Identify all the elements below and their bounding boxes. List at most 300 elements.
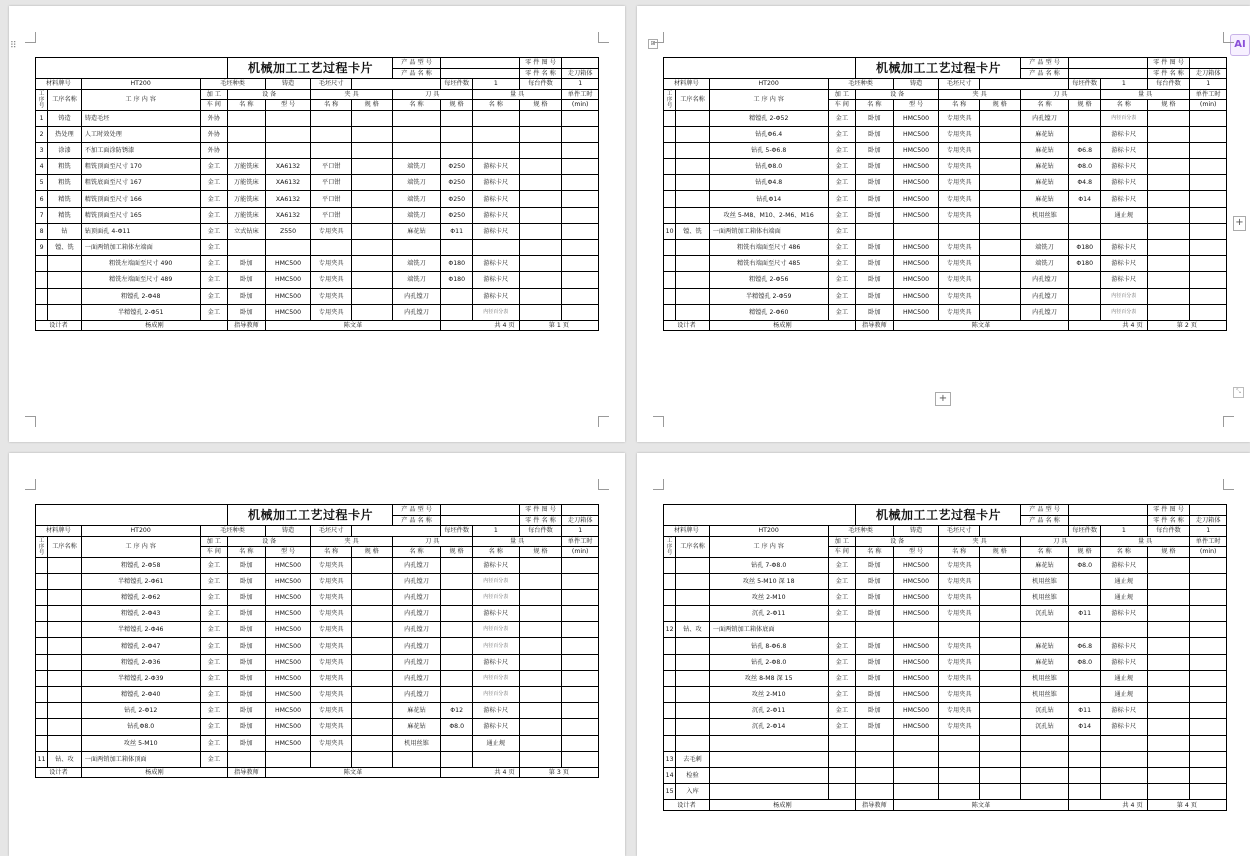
op-content-cell[interactable]: 钻孔 8-Φ6.8: [709, 638, 828, 654]
workshop-cell[interactable]: 金工: [200, 256, 227, 272]
op-content-cell[interactable]: 半精镗孔 2-Φ46: [81, 622, 200, 638]
blank-count-value[interactable]: 1: [472, 526, 519, 537]
gauge-spec-cell[interactable]: [1147, 735, 1190, 751]
per-unit-value[interactable]: 1: [562, 79, 599, 90]
workshop-cell[interactable]: 金工: [200, 304, 227, 320]
equipment-type-cell[interactable]: [893, 223, 939, 239]
tool-spec-cell[interactable]: [441, 606, 473, 622]
gauge-spec-cell[interactable]: [1147, 606, 1190, 622]
gauge-name-cell[interactable]: 游标卡尺: [472, 606, 519, 622]
fixture-name-cell[interactable]: [311, 751, 352, 767]
equipment-name-cell[interactable]: 卧加: [228, 557, 266, 573]
op-content-cell[interactable]: [709, 767, 828, 783]
fixture-spec-cell[interactable]: [980, 288, 1021, 304]
gauge-spec-cell[interactable]: [519, 622, 562, 638]
fixture-name-cell[interactable]: 专用夹具: [311, 256, 352, 272]
tool-name-cell[interactable]: 沉孔钻: [1020, 606, 1069, 622]
tool-spec-cell[interactable]: [1069, 687, 1101, 703]
gauge-name-cell[interactable]: 游标卡尺: [1100, 126, 1147, 142]
op-name-cell[interactable]: [48, 687, 82, 703]
op-name-cell[interactable]: [676, 142, 710, 158]
op-no-cell[interactable]: [36, 654, 48, 670]
equipment-type-cell[interactable]: Z550: [265, 223, 311, 239]
gauge-spec-cell[interactable]: [1147, 110, 1190, 126]
gauge-name-cell[interactable]: 游标卡尺: [472, 191, 519, 207]
fixture-name-cell[interactable]: 专用夹具: [311, 272, 352, 288]
equipment-type-cell[interactable]: HMC500: [265, 670, 311, 686]
op-content-cell[interactable]: [709, 735, 828, 751]
equipment-type-cell[interactable]: HMC500: [265, 557, 311, 573]
op-name-cell[interactable]: [676, 191, 710, 207]
op-no-cell[interactable]: [664, 272, 676, 288]
op-content-cell[interactable]: 一面两销加工箱体左端面: [81, 240, 200, 256]
tool-spec-cell[interactable]: Φ180: [1069, 240, 1101, 256]
op-name-cell[interactable]: [676, 719, 710, 735]
fixture-name-cell[interactable]: [311, 126, 352, 142]
gauge-name-cell[interactable]: 游标卡尺: [1100, 159, 1147, 175]
fixture-name-cell[interactable]: 专用夹具: [311, 735, 352, 751]
fixture-name-cell[interactable]: 专用夹具: [311, 304, 352, 320]
tool-name-cell[interactable]: [1020, 735, 1069, 751]
equipment-name-cell[interactable]: [228, 751, 266, 767]
fixture-name-cell[interactable]: 专用夹具: [939, 175, 980, 191]
blank-size-value[interactable]: [352, 79, 441, 90]
material-value[interactable]: HT200: [709, 79, 828, 90]
time-cell[interactable]: [562, 223, 599, 239]
fixture-spec-cell[interactable]: [352, 159, 393, 175]
time-cell[interactable]: [1190, 573, 1227, 589]
fixture-name-cell[interactable]: 专用夹具: [939, 272, 980, 288]
op-no-cell[interactable]: [36, 670, 48, 686]
gauge-spec-cell[interactable]: [519, 110, 562, 126]
fixture-spec-cell[interactable]: [352, 606, 393, 622]
equipment-name-cell[interactable]: 卧加: [228, 687, 266, 703]
gauge-name-cell[interactable]: [1100, 767, 1147, 783]
gauge-spec-cell[interactable]: [1147, 622, 1190, 638]
equipment-name-cell[interactable]: 卧加: [228, 654, 266, 670]
op-no-cell[interactable]: [664, 719, 676, 735]
equipment-type-cell[interactable]: HMC500: [265, 687, 311, 703]
time-cell[interactable]: [562, 159, 599, 175]
op-name-cell[interactable]: 检验: [676, 767, 710, 783]
fixture-spec-cell[interactable]: [980, 126, 1021, 142]
fixture-name-cell[interactable]: 专用夹具: [939, 557, 980, 573]
tool-spec-cell[interactable]: [1069, 304, 1101, 320]
tool-name-cell[interactable]: [1020, 622, 1069, 638]
equipment-name-cell[interactable]: 卧加: [856, 256, 894, 272]
tool-name-cell[interactable]: [392, 751, 441, 767]
tool-spec-cell[interactable]: Φ180: [1069, 256, 1101, 272]
equipment-name-cell[interactable]: 卧加: [228, 573, 266, 589]
op-content-cell[interactable]: 攻丝 5-M10: [81, 735, 200, 751]
op-name-cell[interactable]: 入库: [676, 784, 710, 800]
op-no-cell[interactable]: [664, 126, 676, 142]
equipment-type-cell[interactable]: HMC500: [265, 304, 311, 320]
gauge-name-cell[interactable]: [472, 126, 519, 142]
equipment-type-cell[interactable]: HMC500: [893, 110, 939, 126]
op-name-cell[interactable]: [676, 606, 710, 622]
tool-spec-cell[interactable]: [441, 654, 473, 670]
gauge-name-cell[interactable]: 内径百分表: [472, 304, 519, 320]
equipment-name-cell[interactable]: 卧加: [856, 638, 894, 654]
fixture-name-cell[interactable]: 专用夹具: [939, 606, 980, 622]
op-no-cell[interactable]: 1: [36, 110, 48, 126]
tool-name-cell[interactable]: 内孔镗刀: [392, 622, 441, 638]
op-no-cell[interactable]: [36, 304, 48, 320]
op-name-cell[interactable]: [48, 589, 82, 605]
equipment-name-cell[interactable]: 卧加: [856, 126, 894, 142]
fixture-name-cell[interactable]: 专用夹具: [939, 110, 980, 126]
gauge-name-cell[interactable]: 通止规: [1100, 207, 1147, 223]
tool-spec-cell[interactable]: [441, 573, 473, 589]
blank-type-value[interactable]: 铸造: [893, 79, 939, 90]
gauge-name-cell[interactable]: 通止规: [1100, 670, 1147, 686]
fixture-spec-cell[interactable]: [980, 719, 1021, 735]
tool-spec-cell[interactable]: Φ14: [1069, 191, 1101, 207]
gauge-name-cell[interactable]: 内径百分表: [472, 573, 519, 589]
fixture-spec-cell[interactable]: [352, 719, 393, 735]
op-no-cell[interactable]: [664, 240, 676, 256]
op-content-cell[interactable]: 粗镗孔 2-Φ48: [81, 288, 200, 304]
tool-spec-cell[interactable]: [1069, 223, 1101, 239]
part-name-value[interactable]: 走刀箱体: [1190, 515, 1227, 526]
tool-name-cell[interactable]: 内孔镗刀: [392, 589, 441, 605]
fixture-name-cell[interactable]: 专用夹具: [939, 207, 980, 223]
tool-name-cell[interactable]: 麻花钻: [1020, 557, 1069, 573]
product-name-value[interactable]: [1069, 68, 1147, 79]
add-column-button[interactable]: +: [1233, 216, 1246, 231]
fixture-name-cell[interactable]: 专用夹具: [311, 638, 352, 654]
op-content-cell[interactable]: 精铣右端面至尺寸 485: [709, 256, 828, 272]
fixture-spec-cell[interactable]: [352, 110, 393, 126]
gauge-spec-cell[interactable]: [519, 687, 562, 703]
workshop-cell[interactable]: 金工: [200, 622, 227, 638]
op-name-cell[interactable]: [48, 638, 82, 654]
time-cell[interactable]: [562, 622, 599, 638]
workshop-cell[interactable]: 金工: [828, 606, 855, 622]
op-no-cell[interactable]: [664, 207, 676, 223]
equipment-name-cell[interactable]: 卧加: [856, 142, 894, 158]
gauge-spec-cell[interactable]: [519, 159, 562, 175]
equipment-type-cell[interactable]: HMC500: [265, 735, 311, 751]
fixture-spec-cell[interactable]: [980, 751, 1021, 767]
workshop-cell[interactable]: 外协: [200, 142, 227, 158]
workshop-cell[interactable]: 金工: [828, 126, 855, 142]
gauge-spec-cell[interactable]: [519, 606, 562, 622]
equipment-name-cell[interactable]: 立式钻床: [228, 223, 266, 239]
part-name-value[interactable]: 走刀箱体: [562, 515, 599, 526]
op-content-cell[interactable]: 攻丝 5-M10 深 18: [709, 573, 828, 589]
gauge-spec-cell[interactable]: [519, 126, 562, 142]
workshop-cell[interactable]: 金工: [828, 670, 855, 686]
fixture-spec-cell[interactable]: [980, 256, 1021, 272]
fixture-spec-cell[interactable]: [352, 223, 393, 239]
equipment-type-cell[interactable]: HMC500: [893, 256, 939, 272]
op-content-cell[interactable]: 精镗孔 2-Φ60: [709, 304, 828, 320]
fixture-name-cell[interactable]: 专用夹具: [939, 703, 980, 719]
op-no-cell[interactable]: 13: [664, 751, 676, 767]
workshop-cell[interactable]: 金工: [200, 687, 227, 703]
gauge-spec-cell[interactable]: [1147, 719, 1190, 735]
op-content-cell[interactable]: 沉孔 2-Φ11: [709, 703, 828, 719]
tool-name-cell[interactable]: 麻花钻: [1020, 175, 1069, 191]
equipment-type-cell[interactable]: HMC500: [893, 191, 939, 207]
tool-spec-cell[interactable]: [1069, 573, 1101, 589]
fixture-name-cell[interactable]: 专用夹具: [939, 159, 980, 175]
gauge-name-cell[interactable]: 内径百分表: [1100, 288, 1147, 304]
op-no-cell[interactable]: [36, 687, 48, 703]
workshop-cell[interactable]: [828, 784, 855, 800]
equipment-name-cell[interactable]: 卧加: [856, 654, 894, 670]
tool-name-cell[interactable]: 内孔镗刀: [392, 304, 441, 320]
gauge-spec-cell[interactable]: [1147, 557, 1190, 573]
time-cell[interactable]: [562, 638, 599, 654]
op-name-cell[interactable]: 热处理: [48, 126, 82, 142]
fixture-spec-cell[interactable]: [352, 240, 393, 256]
tool-spec-cell[interactable]: Φ6.8: [1069, 638, 1101, 654]
product-model-value[interactable]: [1069, 58, 1147, 69]
fixture-name-cell[interactable]: 专用夹具: [311, 622, 352, 638]
gauge-name-cell[interactable]: 游标卡尺: [1100, 175, 1147, 191]
fixture-spec-cell[interactable]: [352, 638, 393, 654]
workshop-cell[interactable]: 金工: [828, 288, 855, 304]
gauge-name-cell[interactable]: 游标卡尺: [472, 654, 519, 670]
workshop-cell[interactable]: 金工: [200, 735, 227, 751]
workshop-cell[interactable]: 金工: [828, 304, 855, 320]
gauge-spec-cell[interactable]: [1147, 142, 1190, 158]
gauge-spec-cell[interactable]: [1147, 703, 1190, 719]
equipment-type-cell[interactable]: HMC500: [893, 687, 939, 703]
fixture-name-cell[interactable]: 专用夹具: [311, 606, 352, 622]
workshop-cell[interactable]: 金工: [200, 638, 227, 654]
workshop-cell[interactable]: 金工: [200, 223, 227, 239]
workshop-cell[interactable]: 外协: [200, 110, 227, 126]
op-no-cell[interactable]: 9: [36, 240, 48, 256]
workshop-cell[interactable]: 金工: [828, 110, 855, 126]
tool-spec-cell[interactable]: [441, 110, 473, 126]
equipment-type-cell[interactable]: HMC500: [893, 573, 939, 589]
tool-name-cell[interactable]: [392, 240, 441, 256]
equipment-name-cell[interactable]: 卧加: [856, 606, 894, 622]
op-content-cell[interactable]: [709, 784, 828, 800]
gauge-name-cell[interactable]: 游标卡尺: [472, 256, 519, 272]
blank-count-value[interactable]: 1: [1100, 79, 1147, 90]
gauge-name-cell[interactable]: [1100, 784, 1147, 800]
gauge-name-cell[interactable]: 游标卡尺: [1100, 191, 1147, 207]
equipment-type-cell[interactable]: HMC500: [893, 557, 939, 573]
fixture-name-cell[interactable]: 专用夹具: [311, 288, 352, 304]
op-content-cell[interactable]: 半精镗孔 2-Φ61: [81, 573, 200, 589]
workshop-cell[interactable]: 金工: [200, 207, 227, 223]
fixture-name-cell[interactable]: 专用夹具: [311, 719, 352, 735]
op-name-cell[interactable]: [48, 256, 82, 272]
gauge-name-cell[interactable]: [472, 142, 519, 158]
op-name-cell[interactable]: [676, 638, 710, 654]
time-cell[interactable]: [1190, 272, 1227, 288]
tool-name-cell[interactable]: 内孔镗刀: [1020, 288, 1069, 304]
gauge-name-cell[interactable]: 游标卡尺: [1100, 557, 1147, 573]
time-cell[interactable]: [1190, 142, 1227, 158]
fixture-name-cell[interactable]: [311, 110, 352, 126]
gauge-spec-cell[interactable]: [519, 589, 562, 605]
op-name-cell[interactable]: 精铣: [48, 191, 82, 207]
op-no-cell[interactable]: [36, 735, 48, 751]
op-no-cell[interactable]: [36, 573, 48, 589]
fixture-name-cell[interactable]: 专用夹具: [311, 703, 352, 719]
op-no-cell[interactable]: [36, 589, 48, 605]
tool-name-cell[interactable]: 麻花钻: [1020, 159, 1069, 175]
equipment-type-cell[interactable]: [893, 735, 939, 751]
equipment-name-cell[interactable]: 卧加: [228, 288, 266, 304]
tool-spec-cell[interactable]: [1069, 751, 1101, 767]
time-cell[interactable]: [562, 304, 599, 320]
workshop-cell[interactable]: 金工: [828, 687, 855, 703]
tool-name-cell[interactable]: 内孔镗刀: [392, 687, 441, 703]
time-cell[interactable]: [1190, 110, 1227, 126]
fixture-name-cell[interactable]: [939, 751, 980, 767]
gauge-spec-cell[interactable]: [519, 735, 562, 751]
fixture-name-cell[interactable]: 专用夹具: [939, 654, 980, 670]
tool-spec-cell[interactable]: [1069, 622, 1101, 638]
time-cell[interactable]: [1190, 719, 1227, 735]
tool-spec-cell[interactable]: [1069, 110, 1101, 126]
gauge-name-cell[interactable]: 游标卡尺: [472, 719, 519, 735]
gauge-spec-cell[interactable]: [519, 240, 562, 256]
op-name-cell[interactable]: 铸造: [48, 110, 82, 126]
equipment-type-cell[interactable]: HMC500: [265, 573, 311, 589]
equipment-type-cell[interactable]: HMC500: [265, 654, 311, 670]
op-no-cell[interactable]: [664, 256, 676, 272]
time-cell[interactable]: [562, 272, 599, 288]
op-content-cell[interactable]: 沉孔 2-Φ14: [709, 719, 828, 735]
op-content-cell[interactable]: 粗铣右端面至尺寸 486: [709, 240, 828, 256]
equipment-type-cell[interactable]: [893, 784, 939, 800]
op-name-cell[interactable]: [48, 304, 82, 320]
gauge-spec-cell[interactable]: [1147, 288, 1190, 304]
equipment-type-cell[interactable]: HMC500: [265, 638, 311, 654]
op-no-cell[interactable]: 3: [36, 142, 48, 158]
equipment-type-cell[interactable]: HMC500: [893, 288, 939, 304]
material-value[interactable]: HT200: [709, 526, 828, 537]
op-name-cell[interactable]: [676, 304, 710, 320]
blank-type-value[interactable]: 铸造: [265, 79, 311, 90]
fixture-spec-cell[interactable]: [980, 687, 1021, 703]
equipment-type-cell[interactable]: [265, 751, 311, 767]
material-value[interactable]: HT200: [81, 79, 200, 90]
op-content-cell[interactable]: 攻丝 2-M10: [709, 687, 828, 703]
tool-spec-cell[interactable]: [1069, 207, 1101, 223]
fixture-name-cell[interactable]: 平口钳: [311, 159, 352, 175]
workshop-cell[interactable]: 金工: [200, 240, 227, 256]
part-name-value[interactable]: 走刀箱体: [562, 68, 599, 79]
equipment-type-cell[interactable]: HMC500: [893, 159, 939, 175]
op-content-cell[interactable]: [709, 751, 828, 767]
equipment-name-cell[interactable]: 卧加: [856, 191, 894, 207]
time-cell[interactable]: [1190, 589, 1227, 605]
time-cell[interactable]: [1190, 767, 1227, 783]
tool-name-cell[interactable]: 机用丝锥: [392, 735, 441, 751]
gauge-name-cell[interactable]: 通止规: [1100, 687, 1147, 703]
gauge-name-cell[interactable]: 游标卡尺: [472, 207, 519, 223]
gauge-spec-cell[interactable]: [1147, 573, 1190, 589]
op-content-cell[interactable]: 粗镗孔 2-Φ36: [81, 654, 200, 670]
table-move-icon[interactable]: ⊞: [648, 39, 658, 49]
tool-spec-cell[interactable]: [441, 288, 473, 304]
equipment-type-cell[interactable]: [893, 767, 939, 783]
gauge-name-cell[interactable]: [1100, 622, 1147, 638]
op-name-cell[interactable]: [48, 703, 82, 719]
op-no-cell[interactable]: 15: [664, 784, 676, 800]
fixture-spec-cell[interactable]: [352, 735, 393, 751]
fixture-spec-cell[interactable]: [352, 126, 393, 142]
tool-name-cell[interactable]: 端铣刀: [1020, 240, 1069, 256]
fixture-spec-cell[interactable]: [980, 606, 1021, 622]
op-content-cell[interactable]: 粗镗孔 2-Φ43: [81, 606, 200, 622]
equipment-type-cell[interactable]: XA6132: [265, 159, 311, 175]
equipment-name-cell[interactable]: 卧加: [228, 589, 266, 605]
tool-name-cell[interactable]: [1020, 784, 1069, 800]
time-cell[interactable]: [562, 654, 599, 670]
op-content-cell[interactable]: 粗铣左端面至尺寸 490: [81, 256, 200, 272]
op-content-cell[interactable]: 人工时效处理: [81, 126, 200, 142]
time-cell[interactable]: [1190, 304, 1227, 320]
tool-name-cell[interactable]: 内孔镗刀: [392, 654, 441, 670]
op-content-cell[interactable]: 粗铣顶面至尺寸 170: [81, 159, 200, 175]
op-content-cell[interactable]: 钻孔 2-Φ8.0: [709, 654, 828, 670]
op-content-cell[interactable]: 精铣左端面至尺寸 489: [81, 272, 200, 288]
gauge-spec-cell[interactable]: [519, 191, 562, 207]
gauge-name-cell[interactable]: 游标卡尺: [472, 159, 519, 175]
fixture-spec-cell[interactable]: [980, 784, 1021, 800]
tool-name-cell[interactable]: [1020, 223, 1069, 239]
tool-name-cell[interactable]: [1020, 751, 1069, 767]
fixture-name-cell[interactable]: [939, 223, 980, 239]
fixture-name-cell[interactable]: [311, 240, 352, 256]
op-content-cell[interactable]: 粗镗孔 2-Φ58: [81, 557, 200, 573]
tool-name-cell[interactable]: 内孔镗刀: [392, 573, 441, 589]
op-no-cell[interactable]: 6: [36, 191, 48, 207]
equipment-name-cell[interactable]: 万能铣床: [228, 207, 266, 223]
time-cell[interactable]: [1190, 288, 1227, 304]
op-no-cell[interactable]: [36, 288, 48, 304]
fixture-name-cell[interactable]: 专用夹具: [939, 240, 980, 256]
time-cell[interactable]: [1190, 703, 1227, 719]
gauge-name-cell[interactable]: 内径百分表: [1100, 110, 1147, 126]
gauge-name-cell[interactable]: 游标卡尺: [1100, 654, 1147, 670]
time-cell[interactable]: [562, 719, 599, 735]
gauge-spec-cell[interactable]: [1147, 256, 1190, 272]
op-no-cell[interactable]: [36, 719, 48, 735]
op-no-cell[interactable]: 10: [664, 223, 676, 239]
time-cell[interactable]: [562, 751, 599, 767]
time-cell[interactable]: [1190, 638, 1227, 654]
tool-spec-cell[interactable]: [1069, 735, 1101, 751]
tool-spec-cell[interactable]: Φ180: [441, 272, 473, 288]
gauge-name-cell[interactable]: [1100, 735, 1147, 751]
gauge-spec-cell[interactable]: [519, 304, 562, 320]
op-content-cell[interactable]: 钻孔 7-Φ8.0: [709, 557, 828, 573]
fixture-name-cell[interactable]: [939, 622, 980, 638]
fixture-name-cell[interactable]: [939, 784, 980, 800]
equipment-name-cell[interactable]: 万能铣床: [228, 191, 266, 207]
workshop-cell[interactable]: 金工: [200, 191, 227, 207]
gauge-spec-cell[interactable]: [519, 207, 562, 223]
fixture-name-cell[interactable]: 专用夹具: [939, 638, 980, 654]
equipment-type-cell[interactable]: HMC500: [265, 288, 311, 304]
equipment-name-cell[interactable]: [856, 784, 894, 800]
workshop-cell[interactable]: 金工: [828, 207, 855, 223]
op-no-cell[interactable]: [664, 703, 676, 719]
